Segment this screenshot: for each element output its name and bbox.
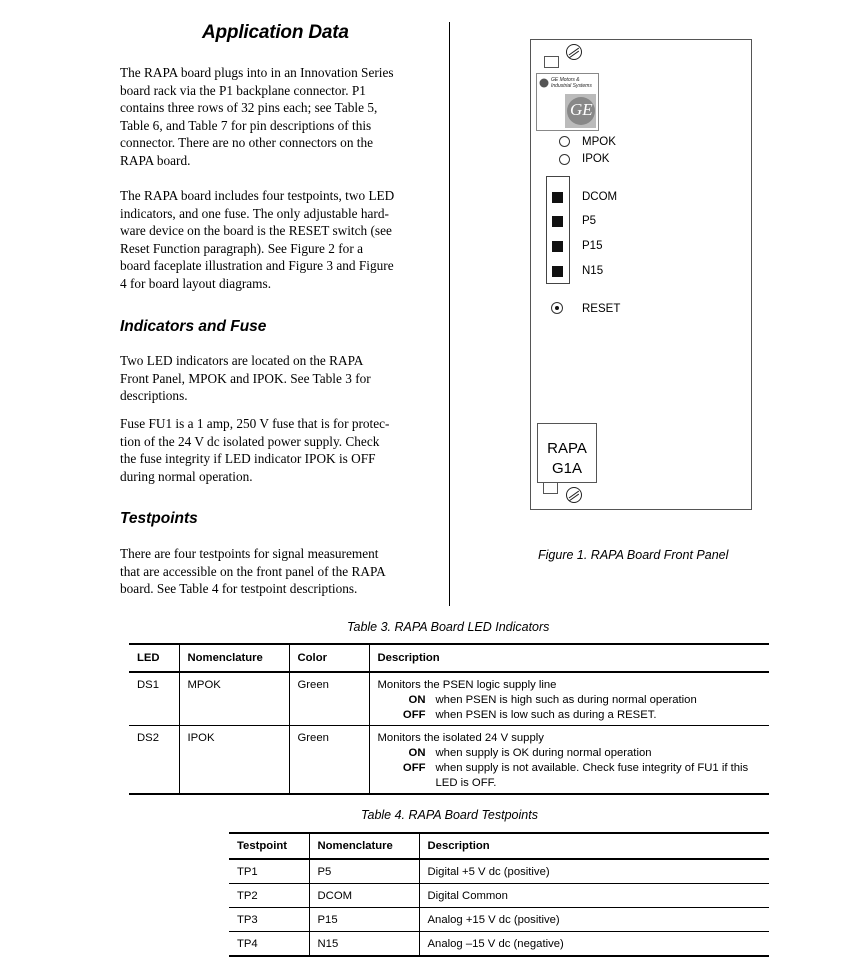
testpoint-icon	[552, 241, 563, 252]
reset-label: RESET	[582, 303, 621, 315]
description-cell: Analog –15 V dc (negative)	[419, 932, 769, 957]
table-row	[129, 672, 769, 726]
screw-icon	[566, 487, 582, 503]
testpoint-label-n15: N15	[582, 265, 604, 277]
figure-caption: Figure 1. RAPA Board Front Panel	[538, 548, 729, 562]
table-row	[229, 908, 769, 932]
led-label-mpok: MPOK	[582, 136, 616, 148]
led-cell: DS2	[137, 732, 159, 744]
description-cell: Digital +5 V dc (positive)	[419, 859, 769, 884]
column-header: Nomenclature	[309, 833, 419, 859]
table-header-row	[129, 644, 769, 672]
color-cell: Green	[289, 672, 369, 726]
paragraph-led-indicators: Two LED indicators are located on the RAPA Front Panel, MPOK and IPOK. See Table 3 for descriptions.	[120, 353, 371, 404]
table-row	[229, 859, 769, 884]
screw-icon	[566, 44, 582, 60]
testpoint-cell: TP1	[229, 859, 309, 884]
board-id-label: RAPA G1A	[537, 423, 597, 483]
logo-text: GE Motors & Industrial Systems	[551, 77, 592, 89]
testpoint-icon	[552, 266, 563, 277]
column-header: Description	[419, 833, 769, 859]
reset-switch-icon	[551, 302, 563, 314]
paragraph-testpoints: There are four testpoints for signal measurement that are accessible on the front panel of the RAPA board. See Table 4 for testpoint descriptions.	[120, 546, 386, 597]
testpoint-cell: TP4	[237, 937, 258, 950]
column-header: Description	[369, 644, 769, 672]
testpoint-icon	[552, 192, 563, 203]
testpoint-icon	[552, 216, 563, 227]
ipok-led-icon	[559, 154, 570, 165]
testpoint-label-dcom: DCOM	[582, 191, 618, 203]
mpok-led-icon	[559, 136, 570, 147]
testpoints-table	[229, 832, 769, 957]
nomenclature-cell: DCOM	[309, 884, 419, 908]
faceplate-tab-bottom	[543, 482, 558, 494]
color-cell: Green	[289, 726, 369, 795]
nomenclature-cell: P5	[309, 859, 419, 884]
paragraph-rapa-includes: The RAPA board includes four testpoints, two LED indicators, and one fuse. The only adjustable hard- ware device on the board is the RESET switch (see Reset Function paragraph). See Figure 2 for a board faceplate illustration and Figure 3 and Figure 4 for board layout diagrams.	[120, 188, 395, 291]
testpoint-cell: TP3	[229, 908, 309, 932]
faceplate-tab-top	[544, 56, 559, 68]
page-title: Application Data	[202, 22, 349, 43]
ge-logo	[536, 73, 599, 131]
paragraph-rapa-plugs: The RAPA board plugs into in an Innovation Series board rack via the P1 backplane connector. P1 contains three rows of 32 pins each; see Table 5, Table 6, and Table 7 for pin descriptions of this connector. There are no other connectors on the RAPA board.	[120, 65, 394, 168]
testpoint-label-p5: P5	[582, 215, 597, 227]
table-header-row	[229, 833, 769, 859]
table3-caption: Table 3. RAPA Board LED Indicators	[347, 620, 550, 634]
testpoint-label-p15: P15	[582, 240, 603, 252]
section-heading-indicators: Indicators and Fuse	[120, 318, 267, 335]
column-header: Testpoint	[229, 833, 309, 859]
description-cell: Monitors the PSEN logic supply line ON when PSEN is high such as during normal operation OFF when PSEN is low such as during a RESET.	[369, 672, 769, 726]
led-indicators-table	[129, 643, 769, 795]
description-cell: Digital Common	[419, 884, 769, 908]
table-row	[129, 726, 769, 795]
column-divider	[449, 22, 450, 606]
logo-mark: GE	[570, 100, 593, 119]
nomenclature-cell: N15	[309, 932, 419, 957]
section-heading-testpoints: Testpoints	[120, 510, 198, 527]
description-cell: Analog +15 V dc (positive)	[419, 908, 769, 932]
description-cell: Monitors the isolated 24 V supply ON when supply is OK during normal operation OFF when supply is not available. Check fuse integrity of FU1 if this LED is OFF.	[369, 726, 769, 795]
column-header: Nomenclature	[179, 644, 289, 672]
led-cell: DS1	[129, 672, 179, 726]
table4-caption: Table 4. RAPA Board Testpoints	[361, 808, 538, 822]
table-row	[229, 884, 769, 908]
testpoint-cell: TP2	[229, 884, 309, 908]
led-label-ipok: IPOK	[582, 153, 610, 165]
nomenclature-cell: P15	[309, 908, 419, 932]
column-header: LED	[129, 644, 179, 672]
column-header: Color	[289, 644, 369, 672]
nomenclature-cell: IPOK	[179, 726, 289, 795]
paragraph-fuse: Fuse FU1 is a 1 amp, 250 V fuse that is for protec- tion of the 24 V dc isolated power supply. Check the fuse integrity if LED indicator IPOK is OFF during normal operation.	[120, 416, 390, 484]
nomenclature-cell: MPOK	[179, 672, 289, 726]
table-row	[229, 932, 769, 957]
